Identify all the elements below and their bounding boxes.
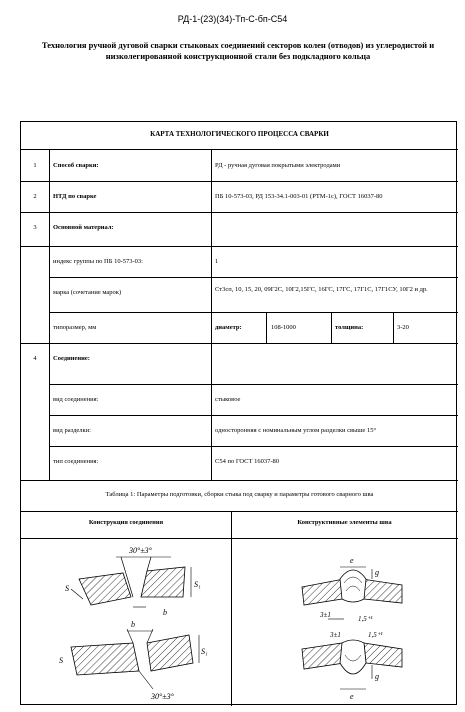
angle-dimension: 30°±3° <box>151 692 174 701</box>
row-label-group-index: индекс группы по ПБ 10-573-03: <box>53 258 143 265</box>
angle-dimension: 30°±3° <box>129 546 152 555</box>
card-title: КАРТА ТЕХНОЛОГИЧЕСКОГО ПРОЦЕССА СВАРКИ <box>150 130 329 138</box>
gap-b-mark: b <box>163 608 167 617</box>
row-num: 4 <box>33 355 37 362</box>
row-label-standards: НТД по сварке <box>53 193 97 200</box>
row-label-groove-kind: вид разделки: <box>53 427 91 434</box>
thickness-s-mark: S <box>65 584 69 593</box>
row-value-welding-method: РД - ручная дуговая покрытыми электродами <box>215 162 341 169</box>
table-caption: Таблица 1: Параметры подготовки, сборки стыка под сварку и параметры готового сварного шва <box>105 491 374 498</box>
row-num: 1 <box>33 162 37 169</box>
row-label-base-material: Основной материал: <box>53 224 114 231</box>
diameter-value: 108-1000 <box>271 324 296 331</box>
row-value-groove-kind: односторонняя с номинальным углом разделки свыше 15° <box>215 427 377 434</box>
row-value-joint-type: С54 по ГОСТ 16037-80 <box>215 458 280 465</box>
row-value-standards: ПБ 10-573-03, РД 153-34.1-003-01 (РТМ-1с), ГОСТ 16037-80 <box>215 193 383 200</box>
column-header-joint-design: Конструкция соединения <box>88 519 164 526</box>
thickness-value: 3-20 <box>397 324 409 331</box>
row-label-joint-kind: вид соединения: <box>53 396 99 403</box>
reinforcement-g-mark: g <box>375 672 379 681</box>
row-num: 2 <box>33 193 37 200</box>
row-label-joint: Соединение: <box>53 355 90 362</box>
weld-elements-drawing <box>232 539 458 705</box>
process-card <box>20 121 457 705</box>
weld-width-e-mark: e <box>350 692 354 701</box>
column-header-weld-elements: Конструктивные элементы шва <box>297 519 392 526</box>
document-code: РД-1-(23)(34)-Тп-С-бп-С54 <box>177 14 288 24</box>
reinforcement-g-mark: g <box>375 568 379 577</box>
row-value-joint-kind: стыковое <box>215 396 241 403</box>
row-label-steel-grade: марка (сочетание марок) <box>53 289 122 296</box>
gap-b-mark: b <box>131 620 135 629</box>
gap-dimension: 3±1 <box>320 611 331 619</box>
weld-width-e-mark: e <box>350 556 354 565</box>
thickness-s-mark: S <box>59 656 63 665</box>
root-dimension: 1,5⁺¹ <box>358 615 373 623</box>
row-label-welding-method: Способ сварки: <box>53 162 99 169</box>
joint-design-drawing <box>21 539 231 705</box>
row-value-group-index: 1 <box>215 258 219 265</box>
document-title: Технология ручной дуговой сварки стыковых соединений секторов колен (отводов) из углеродистой и низколегированной конструкционной стали без подкладного кольца <box>41 40 435 61</box>
row-value-steel-grade: Ст3сп, 10, 15, 20, 09Г2С, 10Г2,15ГС, 16ГС, 17ГС, 17Г1С, 17Г1СУ, 10Г2 и др. <box>215 286 428 293</box>
root-dimension: 1,5⁺¹ <box>368 631 383 639</box>
row-num: 3 <box>33 224 37 231</box>
row-label-joint-type: тип соединения: <box>53 458 99 465</box>
gap-dimension: 3±1 <box>330 631 341 639</box>
thickness-s1-mark: S₁ <box>201 647 208 656</box>
thickness-label: толщина: <box>335 324 364 331</box>
thickness-s1-mark: S₁ <box>194 580 201 589</box>
diameter-label: диаметр: <box>215 324 242 331</box>
row-label-size: типоразмер, мм <box>53 324 97 331</box>
